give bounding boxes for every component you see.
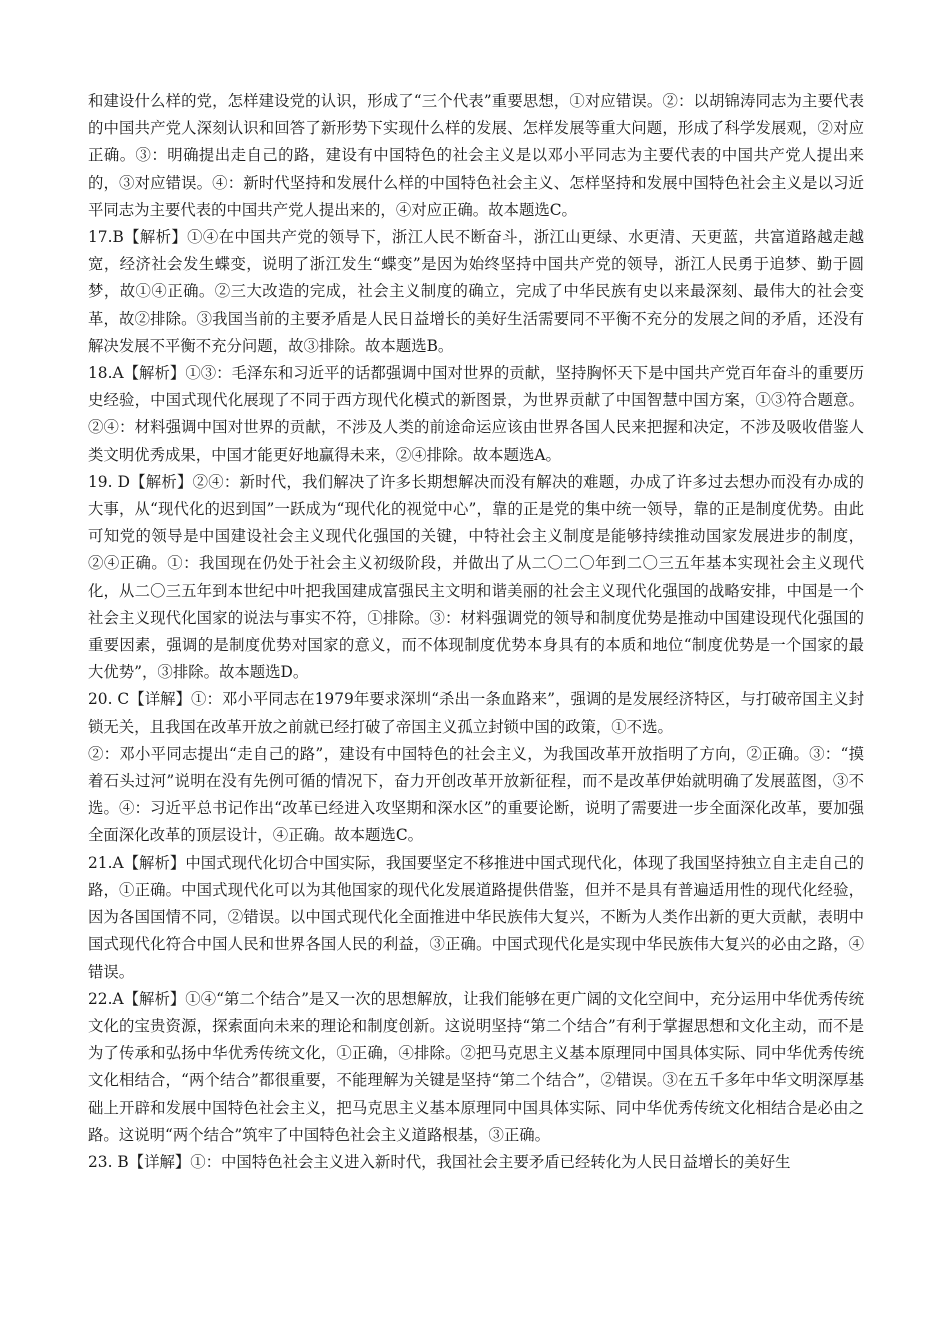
paragraph-q23: 23. B【详解】①：中国特色社会主义进入新时代，我国社会主要矛盾已经转化为人民日益增长的美好生 (88, 1152, 791, 1171)
paragraph-q20-part1: 20. C【详解】①：邓小平同志在1979年要求深圳“杀出一条血路来”，强调的是发展经济特区，与打破帝国主义封锁无关，且我国在改革开放之前就已经打破了帝国主义孤立封锁中国的政策，①不选。 (88, 690, 864, 736)
paragraph-q17: 17.B【解析】①④在中国共产党的领导下，浙江人民不断奋斗，浙江山更绿、水更清、天更蓝，共富道路越走越宽，经济社会发生蝶变，说明了浙江发生“蝶变”是因为始终坚持中国共产党的领导，浙江人民勇于追梦、勤于圆梦，故①④正确。②三大改造的完成，社会主义制度的确立，完成了中华民族有史以来最深刻、最伟大的社会变革，故②排除。③我国当前的主要矛盾是人民日益增长的美好生活需要同不平衡不充分的发展之间的矛盾，还没有解决发展不平衡不充分问题，故③排除。故本题选B。 (88, 228, 864, 355)
paragraph-q21: 21.A【解析】中国式现代化切合中国实际，我国要坚定不移推进中国式现代化，体现了我国坚持独立自主走自己的路，①正确。中国式现代化可以为其他国家的现代化发展道路提供借鉴，但并不是具有普遍适用性的现代化经验，因为各国国情不同，②错误。以中国式现代化全面推进中华民族伟大复兴，不断为人类作出新的更大贡献，表明中国式现代化符合中国人民和世界各国人民的利益，③正确。中国式现代化是实现中华民族伟大复兴的必由之路，④错误。 (88, 853, 864, 981)
answer-explanation-page (88, 88, 864, 1176)
paragraph-q22: 22.A【解析】①④“第二个结合”是又一次的思想解放，让我们能够在更广阔的文化空间中，充分运用中华优秀传统文化的宝贵资源，探索面向未来的理论和制度创新。这说明坚持“第二个结合”有利于掌握思想和文化主动，而不是为了传承和弘扬中华优秀传统文化，①正确，④排除。②把马克思主义基本原理同中国具体实际、同中华优秀传统文化相结合，“两个结合”都很重要，不能理解为关键是坚持“第二个结合”，②错误。③在五千多年中华文明深厚基础上开辟和发展中国特色社会主义，把马克思主义基本原理同中国具体实际、同中华优秀传统文化相结合是必由之路。这说明“两个结合”筑牢了中国特色社会主义道路根基，③正确。 (88, 989, 864, 1144)
paragraph-q18: 18.A【解析】①③：毛泽东和习近平的话都强调中国对世界的贡献，坚持胸怀天下是中国共产党百年奋斗的重要历史经验，中国式现代化展现了不同于西方现代化模式的新图景，为世界贡献了中国智慧中国方案，①③符合题意。②④：材料强调中国对世界的贡献，不涉及人类的前途命运应该由世界各国人民来把握和决定，不涉及吸收借鉴人类文明优秀成果，中国才能更好地赢得未来，②④排除。故本题选A。 (88, 364, 864, 464)
paragraph-q20-part2: ②：邓小平同志提出“走自己的路”，建设有中国特色的社会主义，为我国改革开放指明了方向，②正确。③：“摸着石头过河”说明在没有先例可循的情况下，奋力开创改革开放新征程，而不是改革伊始就明确了发展蓝图，③不选。④：习近平总书记作出“改革已经进入攻坚期和深水区”的重要论断，说明了需要进一步全面深化改革，要加强全面深化改革的顶层设计，④正确。故本题选C。 (88, 744, 864, 845)
paragraph-q16-continued: 和建设什么样的党，怎样建设党的认识，形成了“三个代表”重要思想，①对应错误。②：以胡锦涛同志为主要代表的中国共产党人深刻认识和回答了新形势下实现什么样的发展、怎样发展等重大问题，形成了科学发展观，②对应正确。③：明确提出走自己的路，建设有中国特色的社会主义是以邓小平同志为主要代表的中国共产党人提出来的，③对应错误。④：新时代坚持和发展什么样的中国特色社会主义、怎样坚持和发展中国特色社会主义是以习近平同志为主要代表的中国共产党人提出来的，④对应正确。故本题选C。 (88, 92, 864, 219)
paragraph-q19: 19. D【解析】②④：新时代，我们解决了许多长期想解决而没有解决的难题，办成了许多过去想办而没有办成的大事，从“现代化的迟到国”一跃成为“现代化的视觉中心”，靠的正是党的集中统一领导，靠的正是制度优势。由此可知党的领导是中国建设社会主义现代化强国的关键，中特社会主义制度是能够持续推动国家发展进步的制度，②④正确。①：我国现在仍处于社会主义初级阶段，并做出了从二〇二〇年到二〇三五年基本实现社会主义现代化，从二〇三五年到本世纪中叶把我国建成富强民主文明和谐美丽的社会主义现代化强国的战略安排，中国是一个社会主义现代化国家的说法与事实不符，①排除。③：材料强调党的领导和制度优势是推动中国建设现代化强国的重要因素，强调的是制度优势对国家的意义，而不体现制度优势本身具有的本质和地位“制度优势是一个国家的最大优势”，③排除。故本题选D。 (88, 472, 864, 682)
